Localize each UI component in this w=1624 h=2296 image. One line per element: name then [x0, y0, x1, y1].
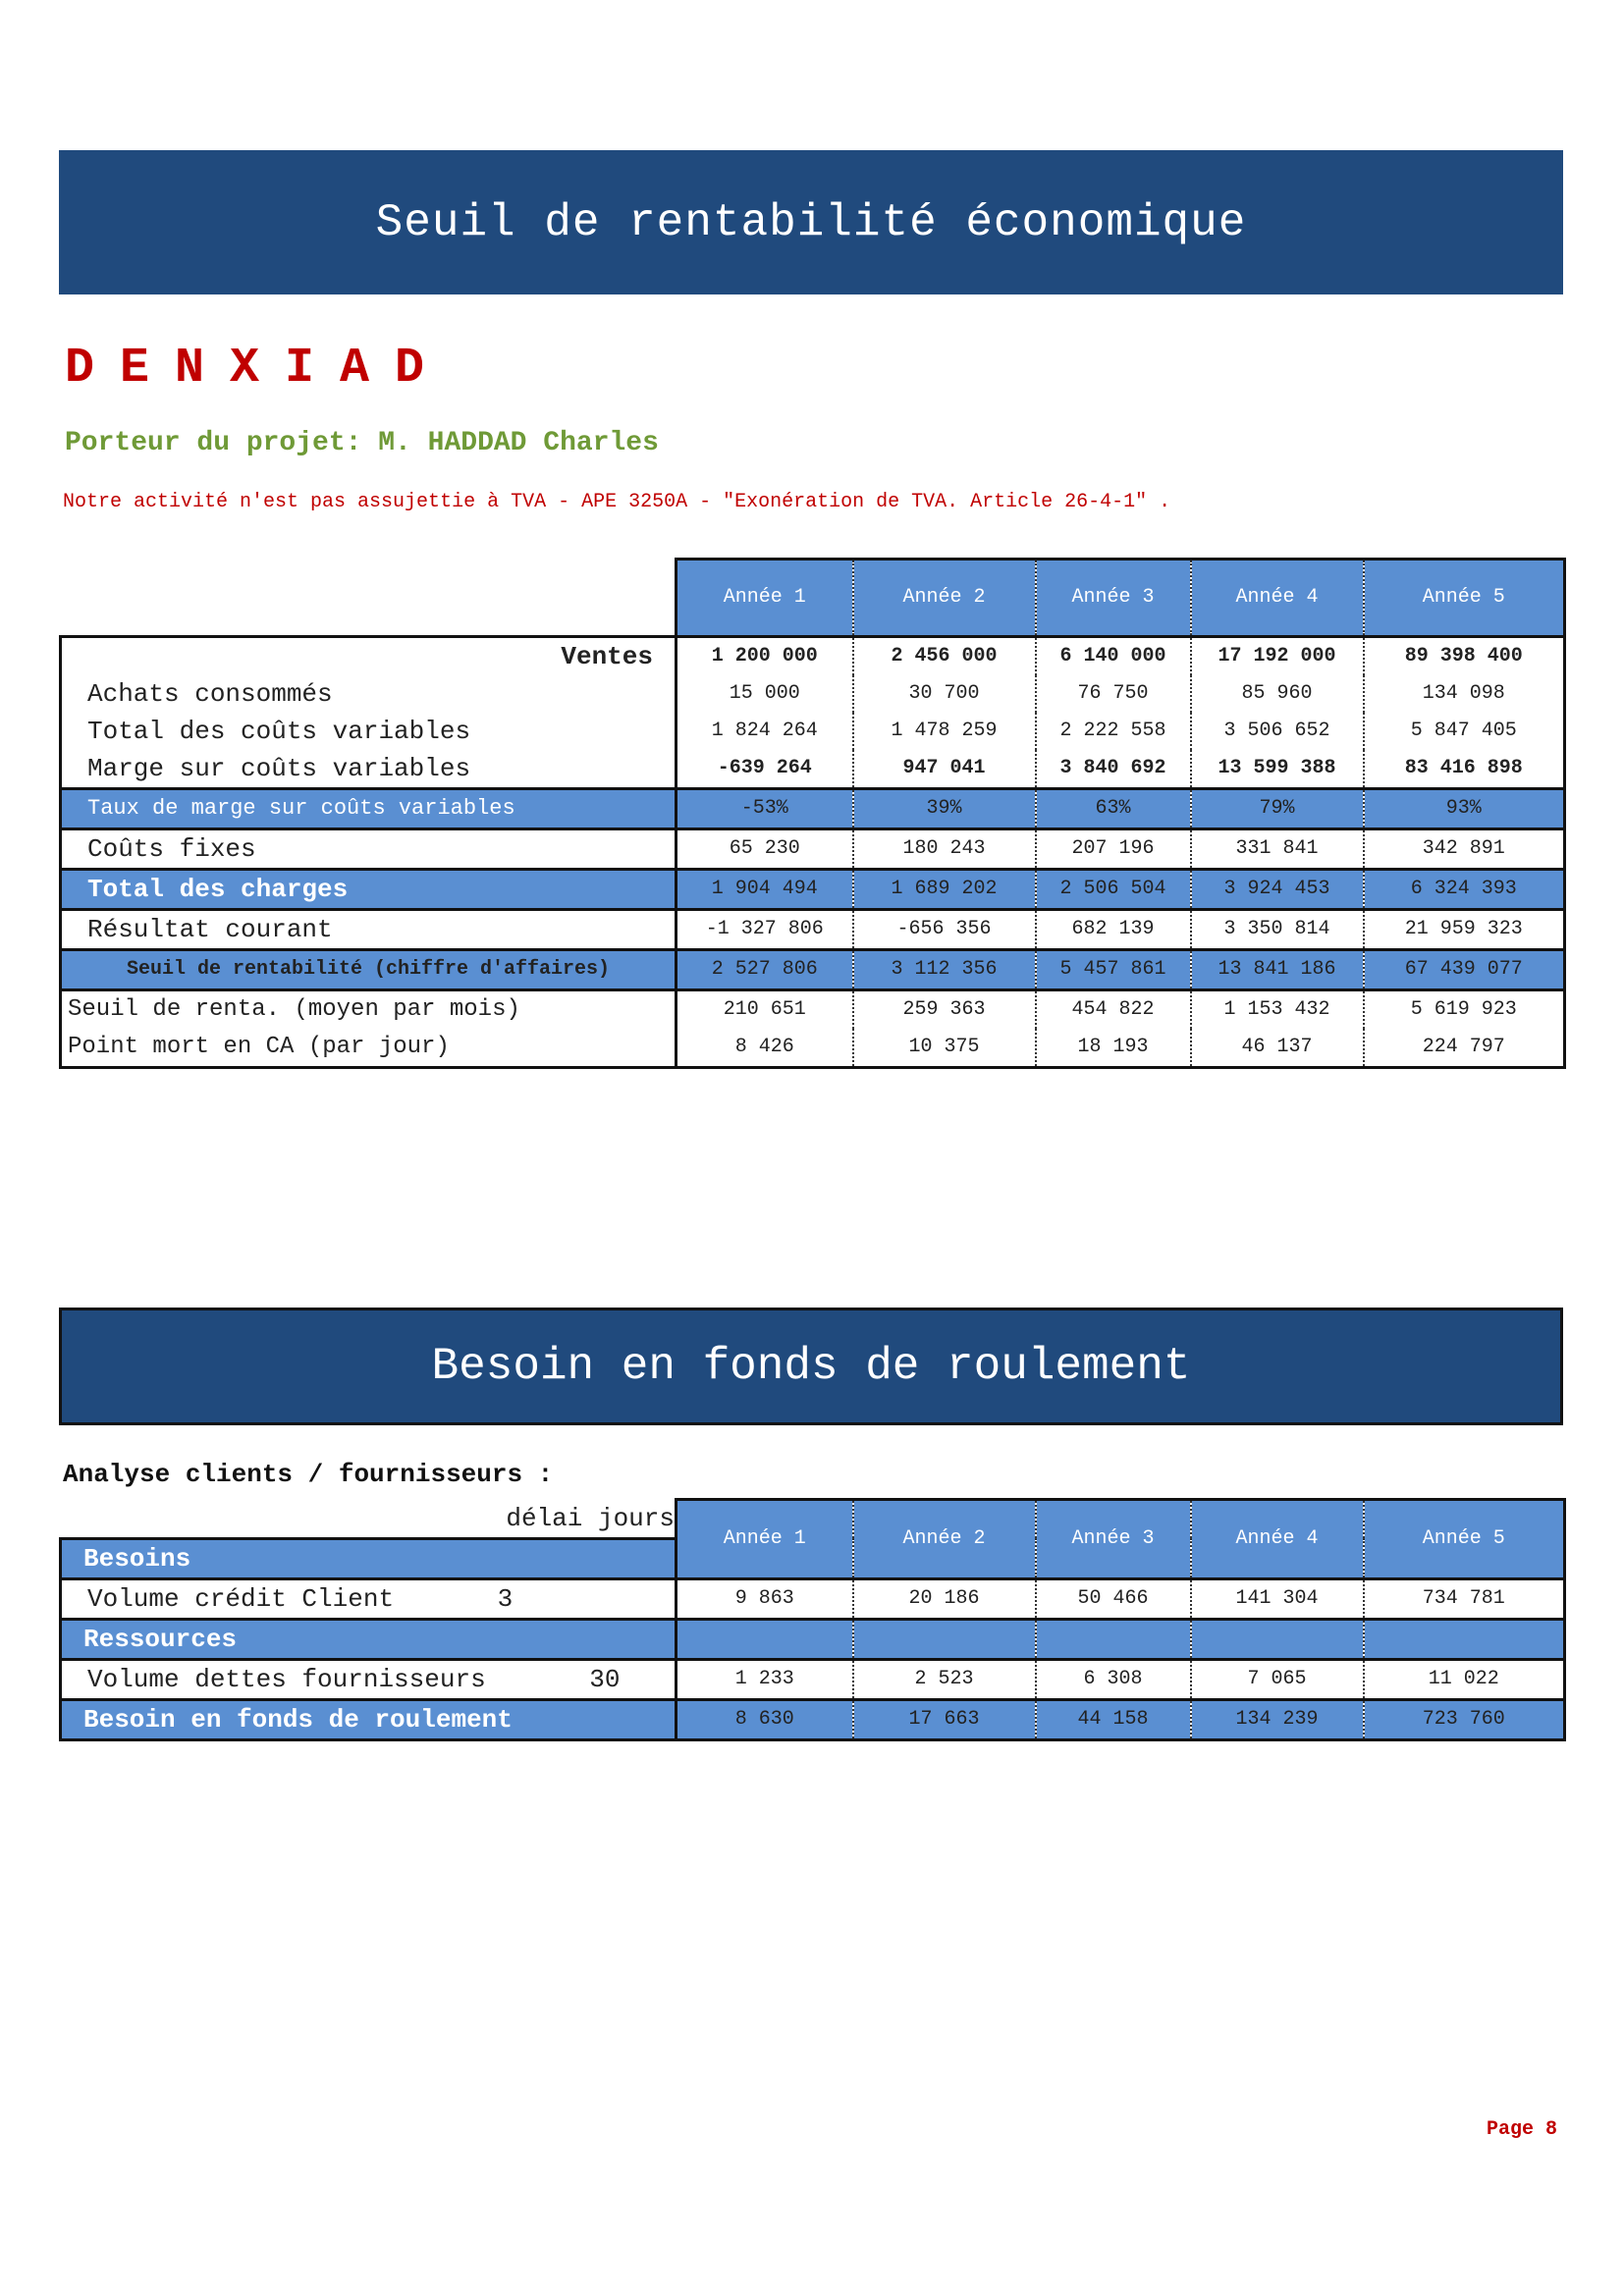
cell-value: 17 663 — [853, 1699, 1036, 1739]
cell-value: -639 264 — [677, 750, 853, 789]
row-label-seuil: Seuil de rentabilité (chiffre d'affaires) — [61, 949, 677, 989]
cell-value: 342 891 — [1364, 828, 1565, 869]
row-label-dettes — [61, 1659, 677, 1699]
cell-value: 18 193 — [1036, 1029, 1191, 1068]
table-row — [61, 750, 1565, 789]
cell-value: 7 065 — [1191, 1659, 1364, 1699]
cell-value: 89 398 400 — [1364, 636, 1565, 675]
table-row — [61, 636, 1565, 675]
dettes-label: Volume dettes fournisseurs — [87, 1664, 486, 1694]
cell-value: 3 350 814 — [1191, 909, 1364, 949]
row-label-total-charges: Total des charges — [61, 869, 677, 909]
cell-value: 1 478 259 — [853, 713, 1036, 750]
row-label-seuil-mois: Seuil de renta. (moyen par mois) — [61, 989, 677, 1029]
credit-client-delai: 3 — [497, 1583, 514, 1614]
cell-value: 85 960 — [1191, 675, 1364, 713]
section-title-banner — [59, 150, 1563, 294]
cell-value: 1 233 — [677, 1659, 853, 1699]
row-label-couts-fixes: Coûts fixes — [61, 828, 677, 869]
year-header: Année 2 — [853, 560, 1036, 637]
row-label-achats: Achats consommés — [61, 675, 677, 713]
cell-value: 3 840 692 — [1036, 750, 1191, 789]
cell-value: 210 651 — [677, 989, 853, 1029]
year-header: Année 4 — [1191, 1500, 1364, 1579]
cell-value: 2 527 806 — [677, 949, 853, 989]
cell-value: 13 599 388 — [1191, 750, 1364, 789]
page-number: Page 8 — [1486, 2118, 1557, 2141]
row-label-point-mort: Point mort en CA (par jour) — [61, 1029, 677, 1068]
cell-value: 6 324 393 — [1364, 869, 1565, 909]
company-name: DENXIAD — [65, 341, 451, 397]
row-label-credit-client — [61, 1578, 677, 1619]
year-header: Année 3 — [1036, 1500, 1191, 1579]
table-row — [61, 675, 1565, 713]
cell-value: 8 630 — [677, 1699, 853, 1739]
cell-value: 11 022 — [1364, 1659, 1565, 1699]
cell-value: 9 863 — [677, 1578, 853, 1619]
year-header: Année 4 — [1191, 560, 1364, 637]
table-row-highlight — [61, 869, 1565, 909]
row-label-ressources: Ressources — [61, 1619, 677, 1659]
cell-value: 1 153 432 — [1191, 989, 1364, 1029]
year-header: Année 1 — [677, 560, 853, 637]
cell-value: 734 781 — [1364, 1578, 1565, 1619]
cell-value: 67 439 077 — [1364, 949, 1565, 989]
table-row-highlight — [61, 1699, 1565, 1739]
cell-value: 180 243 — [853, 828, 1036, 869]
cell-value: 10 375 — [853, 1029, 1036, 1068]
cell-value: 8 426 — [677, 1029, 853, 1068]
table-row — [61, 828, 1565, 869]
cell-value: 17 192 000 — [1191, 636, 1364, 675]
cell-value: 15 000 — [677, 675, 853, 713]
cell-value: 93% — [1364, 788, 1565, 828]
table-row-highlight — [61, 949, 1565, 989]
row-label-total-variables: Total des coûts variables — [61, 713, 677, 750]
year-header: Année 2 — [853, 1500, 1036, 1579]
cell-value: 723 760 — [1364, 1699, 1565, 1739]
cell-value: 134 239 — [1191, 1699, 1364, 1739]
cell-value: 63% — [1036, 788, 1191, 828]
cell-value: 3 924 453 — [1191, 869, 1364, 909]
cell-value: 1 689 202 — [853, 869, 1036, 909]
cell-value: 6 140 000 — [1036, 636, 1191, 675]
delai-label: délai jours — [506, 1503, 675, 1533]
row-label-bfr: Besoin en fonds de roulement — [61, 1699, 677, 1739]
row-label-ventes: Ventes — [61, 636, 677, 675]
cell-value: 5 457 861 — [1036, 949, 1191, 989]
row-label-marge: Marge sur coûts variables — [61, 750, 677, 789]
project-owner: Porteur du projet: M. HADDAD Charles — [65, 428, 659, 458]
cell-value: 682 139 — [1036, 909, 1191, 949]
cell-value: 224 797 — [1364, 1029, 1565, 1068]
cell-value: 2 222 558 — [1036, 713, 1191, 750]
cell-value: 13 841 186 — [1191, 949, 1364, 989]
cell-value: 1 200 000 — [677, 636, 853, 675]
cell-value: 76 750 — [1036, 675, 1191, 713]
cell-value: 207 196 — [1036, 828, 1191, 869]
cell-value: -1 327 806 — [677, 909, 853, 949]
cell-value: 2 523 — [853, 1659, 1036, 1699]
bfr-table — [59, 1498, 1566, 1741]
table-row — [61, 713, 1565, 750]
table-row-highlight — [61, 788, 1565, 828]
cell-value: 20 186 — [853, 1578, 1036, 1619]
cell-value: 3 112 356 — [853, 949, 1036, 989]
cell-value: -53% — [677, 788, 853, 828]
row-label-resultat: Résultat courant — [61, 909, 677, 949]
table-row — [61, 1659, 1565, 1699]
credit-client-label: Volume crédit Client — [87, 1583, 395, 1614]
section-title: Seuil de rentabilité économique — [375, 196, 1247, 248]
cell-value: 39% — [853, 788, 1036, 828]
section-title: Besoin en fonds de roulement — [431, 1341, 1191, 1392]
breakeven-table — [59, 558, 1566, 1069]
analysis-subtitle: Analyse clients / fournisseurs : — [63, 1460, 554, 1489]
cell-value: 454 822 — [1036, 989, 1191, 1029]
cell-value: 83 416 898 — [1364, 750, 1565, 789]
cell-value: -656 356 — [853, 909, 1036, 949]
year-header: Année 5 — [1364, 1500, 1565, 1579]
table-row — [61, 1029, 1565, 1068]
cell-value: 141 304 — [1191, 1578, 1364, 1619]
cell-value: 5 847 405 — [1364, 713, 1565, 750]
cell-value: 30 700 — [853, 675, 1036, 713]
cell-value: 46 137 — [1191, 1029, 1364, 1068]
year-header: Année 3 — [1036, 560, 1191, 637]
cell-value: 3 506 652 — [1191, 713, 1364, 750]
year-header-row — [61, 1500, 1565, 1539]
year-header-row — [61, 560, 1565, 637]
cell-value: 947 041 — [853, 750, 1036, 789]
row-label-besoins: Besoins — [61, 1538, 677, 1578]
cell-value: 134 098 — [1364, 675, 1565, 713]
cell-value: 21 959 323 — [1364, 909, 1565, 949]
row-label-taux-marge: Taux de marge sur coûts variables — [61, 788, 677, 828]
table-row — [61, 989, 1565, 1029]
year-header: Année 5 — [1364, 560, 1565, 637]
cell-value: 44 158 — [1036, 1699, 1191, 1739]
cell-value: 1 824 264 — [677, 713, 853, 750]
cell-value: 79% — [1191, 788, 1364, 828]
dettes-delai: 30 — [589, 1664, 621, 1694]
table-row — [61, 909, 1565, 949]
cell-value: 6 308 — [1036, 1659, 1191, 1699]
year-header: Année 1 — [677, 1500, 853, 1579]
table-row-highlight — [61, 1619, 1565, 1659]
cell-value: 2 506 504 — [1036, 869, 1191, 909]
cell-value: 259 363 — [853, 989, 1036, 1029]
section-title-banner — [59, 1308, 1563, 1425]
cell-value: 5 619 923 — [1364, 989, 1565, 1029]
table-row — [61, 1578, 1565, 1619]
cell-value: 2 456 000 — [853, 636, 1036, 675]
cell-value: 1 904 494 — [677, 869, 853, 909]
vat-note: Notre activité n'est pas assujettie à TVA - APE 3250A - "Exonération de TVA. Article 26-4-1" . — [63, 491, 1171, 513]
cell-value: 50 466 — [1036, 1578, 1191, 1619]
cell-value: 65 230 — [677, 828, 853, 869]
cell-value: 331 841 — [1191, 828, 1364, 869]
